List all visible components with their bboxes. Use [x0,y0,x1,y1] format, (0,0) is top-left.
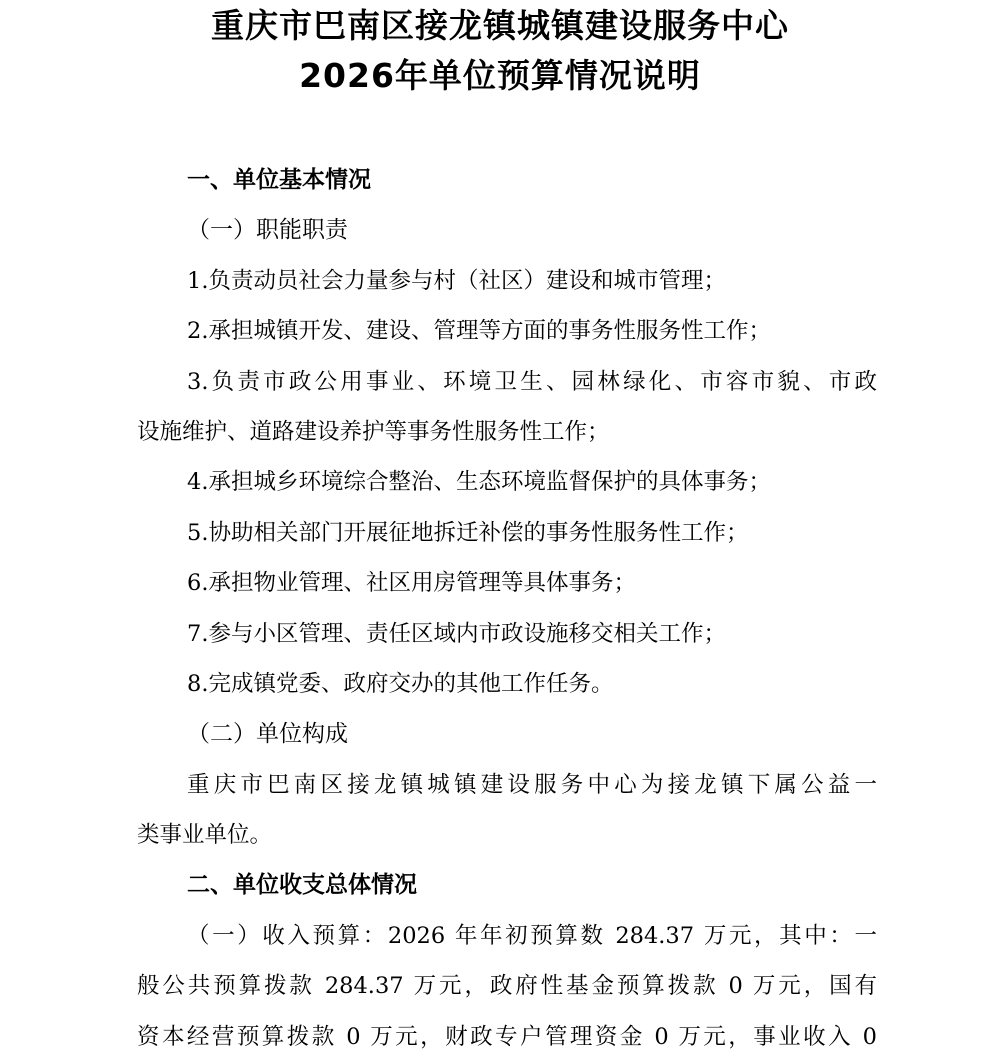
section-1-subheading-composition: （二）单位构成 [187,721,348,748]
duty-item-6: 6.承担物业管理、社区用房管理等具体事务； [187,570,636,597]
composition-line-2: 类事业单位。 [137,822,273,849]
duty-item-4: 4.承担城乡环境综合整治、生态环境监督保护的具体事务； [187,469,771,496]
duty-item-3-line-2: 设施维护、道路建设养护等事务性服务性工作； [137,418,610,445]
duty-item-1: 1.负责动员社会力量参与村（社区）建设和城市管理； [187,267,726,294]
section-1-heading: 一、单位基本情况 [187,167,371,193]
document-title-line-1: 重庆市巴南区接龙镇城镇建设服务中心 [211,6,789,45]
duty-item-5: 5.协助相关部门开展征地拆迁补偿的事务性服务性工作； [187,519,749,546]
duty-item-8: 8.完成镇党委、政府交办的其他工作任务。 [187,670,614,697]
income-budget-line-1: （一）收入预算：2026 年年初预算数 284.37 万元，其中：一 [187,922,877,949]
income-budget-line-2: 般公共预算拨款 284.37 万元，政府性基金预算拨款 0 万元，国有 [137,973,877,1000]
document-title-line-2: 2026年单位预算情况说明 [299,56,701,95]
composition-line-1: 重庆市巴南区接龙镇城镇建设服务中心为接龙镇下属公益一 [187,771,877,798]
duty-item-2: 2.承担城镇开发、建设、管理等方面的事务性服务性工作； [187,318,771,345]
duty-item-7: 7.参与小区管理、责任区域内市政设施移交相关工作； [187,620,726,647]
document-body [137,155,877,1062]
income-budget-line-3: 资本经营预算拨款 0 万元，财政专户管理资金 0 万元，事业收入 0 [137,1023,877,1050]
section-2-heading: 二、单位收支总体情况 [187,872,417,899]
section-1-subheading-duties: （一）职能职责 [187,217,348,244]
duty-item-3-line-1: 3.负责市政公用事业、环境卫生、园林绿化、市容市貌、市政 [187,368,877,395]
